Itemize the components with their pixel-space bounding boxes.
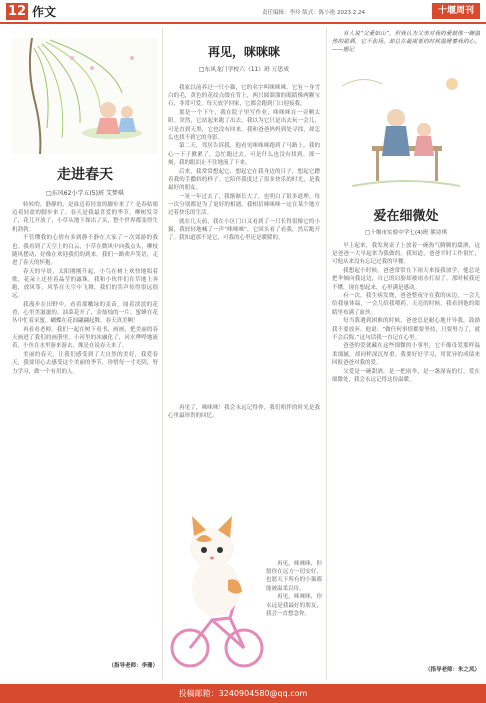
paragraph: 再看看老师，我们一起在树下看书、画画，把美丽的春天画进了我们的画册里。小河里的冰融化了，河水哗哗地流着，小鱼在水里游来游去，像是在说春天来了。 [12,327,158,350]
paragraph: 每当我遇到困难的时候，爸爸总是耐心地开导我，鼓励我不要放弃。他说：“做任何事情都要坚持，只要努力了，就不会后悔。”这句话我一直记在心里。 [332,318,480,341]
article-title: 爱在细微处 [373,209,439,224]
paragraph: 我漫步在田野中，看着那嫩绿的麦苗，闻着淡淡的花香，心里美滋滋的。油菜花开了，金灿灿的一片，蜜蜂在花丛中忙着采蜜，蝴蝶在花间翩翩起舞，春天真美啊！ [12,301,158,325]
paragraph: 再见，咪咪咪，但愿你在远方一切安好，也愿天下所有的小猫都能被温柔以待。 [266,561,322,592]
article-body [266,560,322,670]
page-footer [0,684,486,703]
paragraph: 再见，咪咪咪，你永远是我最好的朋友，我会一直想念你。 [266,594,322,617]
article-title: 再见，咪咪咪 [207,45,280,59]
paragraph: 有一次，我生病发烧，爸爸整夜守在我的床边，一会儿给我量体温，一会儿给我喂药，天亮的时候，我看到他的眼睛里布满了血丝。 [332,293,480,316]
column-divider [326,28,327,680]
section-title: 作文 [32,5,57,19]
newspaper-name: 十堰周刊 [432,3,480,19]
article-body [12,201,158,631]
submission-email: 投稿邮箱：3240904580@qq.com [178,689,308,698]
article-title: 走进春天 [57,167,113,183]
spring-willow-illustration [12,38,158,154]
paragraph: 我想起小时候，爸爸常常在下雨天来接我放学，他总是把伞倾向我这边，自己的肩膀却被雨水打湿了。那时候我还不懂，现在想起来，心里满是感动。 [332,268,480,291]
paragraph: 后来，我常常想起它，想起它在我身边的日子，想起它蹭着我的手撒娇的样子。它陪伴我度过了很多快乐的时光，是我最好的朋友。 [168,168,320,191]
paragraph: 不管懂我的心情有多到静不静在大家了一次郊游的我也。我看到了天空上的白云，小草在微风中向我点头，柳枝随风摆动，好像在欢迎我们的到来。我们一路欢声笑语，走进了春天的怀抱。 [12,235,158,266]
article-body [168,404,320,494]
article-body [168,84,320,402]
paragraph: 我家以前养过一只小猫，它的名字叫咪咪咪。它有一身雪白的毛，黄色的花纹点缀在背上，两只圆溜溜的眼睛像两颗宝石，非常可爱。每天放学回家，它都会跑到门口迎接我。 [168,85,320,108]
page-header [0,0,486,24]
paragraph: 春天的早晨，太阳刚刚升起，小鸟在树上欢快地唱着歌，花朵上还挂着晶莹的露珠。我和小伙伴们在草地上奔跑，放风筝，风筝在天空中飞舞，我们的笑声传得很远很远。 [12,268,158,300]
father-and-child-illustration [332,66,480,200]
intro-text: 有人说“父爱如山”，但我认为父亲对我的爱就像一碗温热的甜酒，它不张扬，却总在最需要的时候温暖着我的心。——题记 [332,31,480,54]
page-number: 12 [7,4,27,19]
teacher-credit: （指导老师：朱之凤） [424,667,480,673]
paragraph: 早上起来，我发现桌子上放着一碗热气腾腾的甜酒，这是爸爸一大早起来为我做的。我知道，爸爸平时工作很忙，可他从来没有忘记过我的早餐。 [332,243,480,266]
paragraph: 第二天，邻居告诉我，他看见咪咪咪跑到了马路上。我的心一下子揪紧了，急忙跑过去，可是什么也没有找到。那一刻，我的眼泪止不住地流了下来。 [168,143,320,166]
article-byline: □东风62小学五(5)班 艾梦琪 [46,190,124,197]
paragraph: 转转的，静静的，是谁迈着轻盈的脚步来了？是春姑娘迈着轻盈的脚步来了。春天是我最喜爱的季节，柳树发芽了，花儿开放了，小草从地下探出了头，整个世界都变得生机勃勃。 [12,202,158,233]
paragraph: 那是一个下午，我在院子里写作业，咪咪咪在一旁晒太阳。突然，它站起来跑了出去，我以为它只是出去玩一会儿，可是直到天黑，它也没有回来。我和爸爸妈妈到处寻找，却怎么也找不到它的身影。 [168,110,320,141]
teacher-credit: （指导老师：李珊） [108,663,158,669]
paragraph: 美丽的春天，让我们感受到了大自然的美好，我爱春天，我要用心去感受这个美丽的季节，珍惜每一寸光阴，努力学习，做一个有用的人。 [12,352,158,375]
paragraph: 就在几天前，我在小区门口又看到了一只长得很像它的小猫，我轻轻地喊了一声“咪咪咪”，它回头看了看我，然后跑开了。我知道那不是它，可我的心里还是暖暖的。 [168,218,320,242]
paragraph: 一晃一年过去了，我渐渐长大了，也明白了很多道理。每一次分别都是为了更好的相遇，我相信咪咪咪一定在某个地方过着快乐的生活。 [168,193,320,217]
article-byline: □东风龙门学校六（11）班 万思成 [198,67,290,73]
cat-on-bicycle-illustration [168,500,264,672]
column-divider [162,28,163,680]
paragraph: 再见了，咪咪咪！我会永远记得你，我们相伴的时光是我心里最珍贵的回忆。 [168,405,320,420]
article-intro [332,30,480,64]
paragraph: 父爱是一碗甜酒，是一把雨伞，是一盏深夜的灯。爱在细微处，我会永远记得这份温暖。 [332,368,480,383]
article-byline: □十堰市实验中学七(4)班 熊诗琪 [364,230,448,236]
article-body [332,242,480,664]
paragraph: 爸爸的爱就藏在这些细微的小事里，它不像母爱那样温柔细腻，却同样深沉厚重。我要好好学习，用优异的成绩来回报爸爸对我的爱。 [332,343,480,366]
editor-credits: 责任编辑：李玲 版式：陈小艳 2023.2.24 [262,10,365,16]
